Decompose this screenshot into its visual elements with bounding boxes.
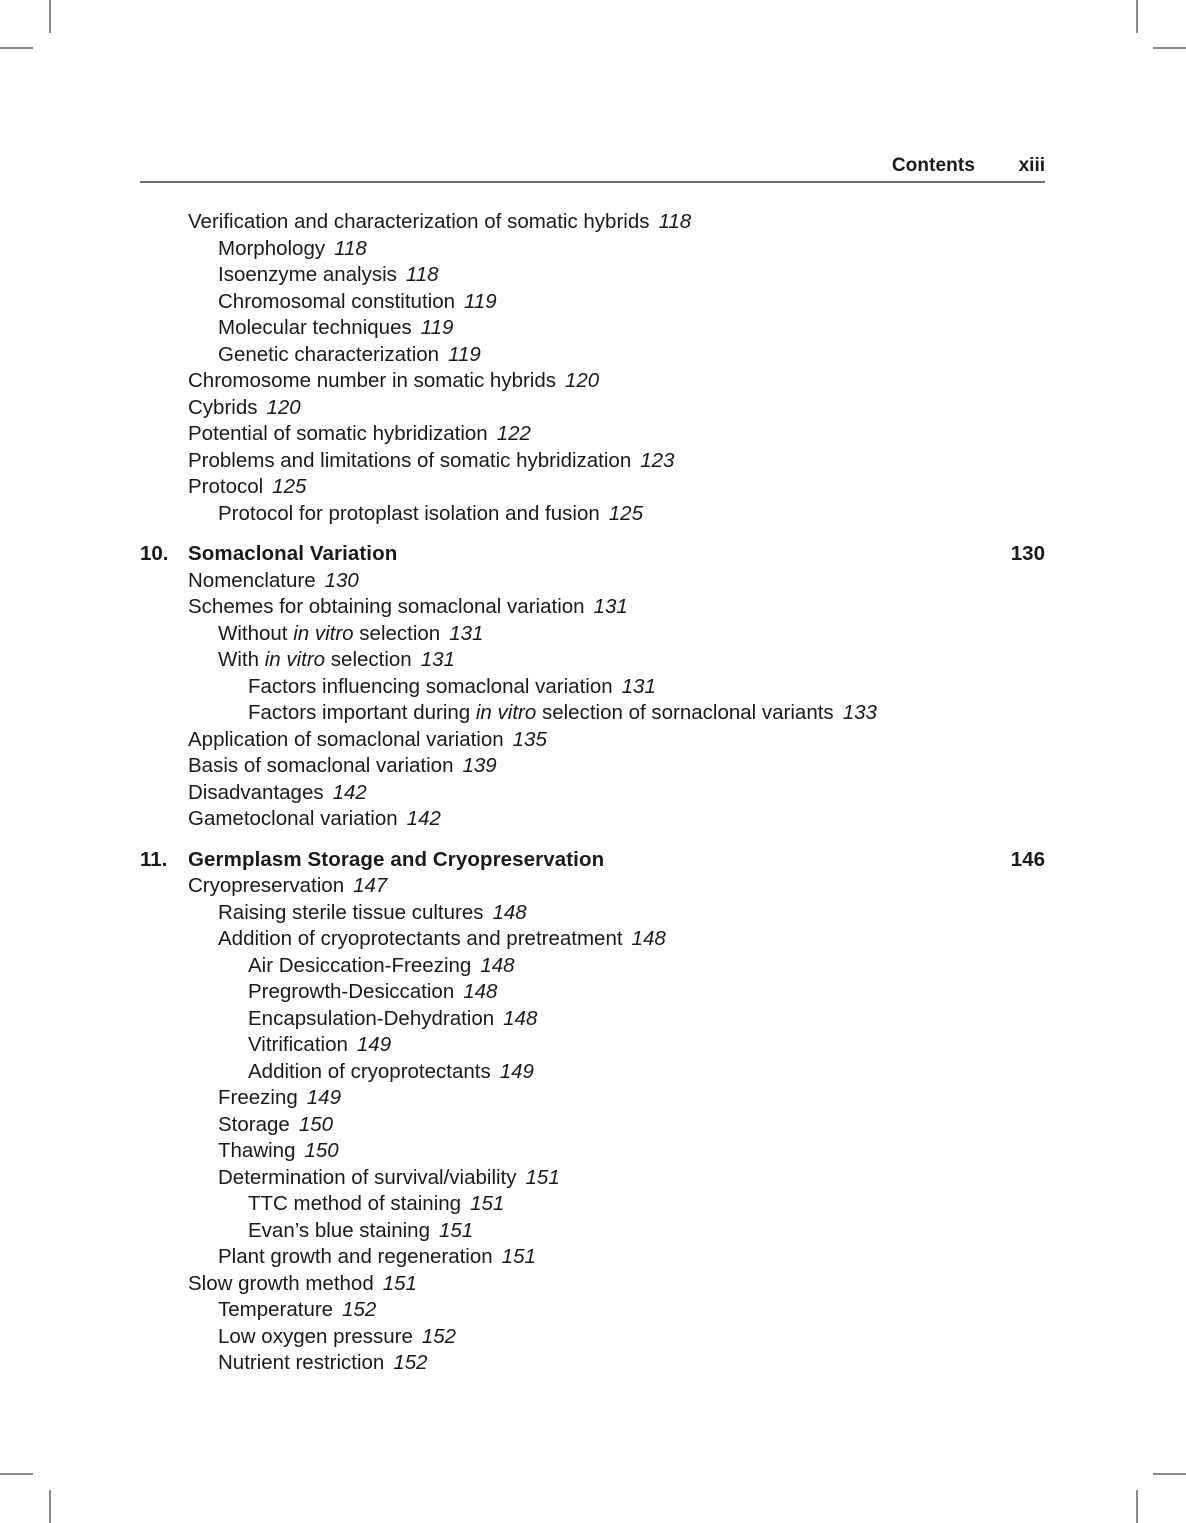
toc-entry-title-part: Factors important during: [248, 701, 476, 724]
chapter-page-number: 130: [1010, 542, 1045, 565]
toc-entry-title: Genetic characterization: [218, 342, 440, 366]
chapter-title: Germplasm Storage and Cryopreservation: [188, 847, 605, 871]
toc-entry-row[interactable]: [140, 780, 1045, 807]
table-of-contents: [140, 209, 1045, 1377]
toc-entry-row[interactable]: [140, 979, 1045, 1006]
toc-entry-page-number: 120: [565, 369, 600, 392]
toc-entry-title: Temperature: [218, 1298, 334, 1321]
toc-entry-title: Problems and limitations of somatic hybridization: [188, 448, 632, 472]
toc-entry-title: Cybrids: [188, 395, 258, 419]
toc-entry-title-part: selection: [353, 621, 441, 645]
toc-entry-title: Encapsulation-Dehydration: [248, 1006, 495, 1030]
toc-entry-row[interactable]: [140, 1271, 1045, 1298]
toc-entry-title: Evan’s blue staining: [248, 1218, 430, 1242]
toc-entry-page-number: 148: [480, 953, 515, 977]
toc-entry-row[interactable]: [140, 1085, 1045, 1112]
toc-entry-title: [218, 622, 440, 645]
toc-entry-row[interactable]: [140, 873, 1045, 900]
toc-entry-page-number: 147: [353, 874, 388, 897]
toc-entry-row[interactable]: [140, 647, 1045, 674]
toc-entry-title: Pregrowth-Desiccation: [248, 980, 455, 1003]
toc-entry-title: Air Desiccation-Freezing: [248, 953, 472, 977]
toc-entry-title: Storage: [218, 1112, 290, 1136]
toc-entry-page-number: 125: [272, 475, 307, 498]
toc-entry-page-number: 139: [462, 754, 497, 777]
toc-entry-row[interactable]: [140, 236, 1045, 263]
page-folio: xiii: [1018, 155, 1045, 176]
crop-mark-top-right-horizontal: [1153, 47, 1186, 49]
toc-entry-row[interactable]: [140, 1059, 1045, 1086]
toc-entry-page-number: 130: [324, 568, 359, 592]
toc-entry-page-number: 150: [304, 1139, 339, 1162]
toc-entry-row[interactable]: [140, 753, 1045, 780]
toc-entry-title: Raising sterile tissue cultures: [218, 900, 484, 924]
toc-entry-title: Isoenzyme analysis: [218, 263, 397, 286]
toc-entry-title: Application of somaclonal variation: [188, 727, 504, 751]
toc-entry-row[interactable]: [140, 342, 1045, 369]
running-head: [140, 155, 1045, 177]
toc-entry-title: Plant growth and regeneration: [218, 1245, 493, 1268]
toc-entry-row[interactable]: [140, 953, 1045, 980]
toc-entry-title: Schemes for obtaining somaclonal variation: [188, 595, 585, 618]
toc-entry-row[interactable]: [140, 501, 1045, 528]
toc-entry-title-italic-part: in vitro: [264, 648, 326, 671]
toc-entry-page-number: 151: [525, 1165, 560, 1189]
toc-entry-row[interactable]: [140, 594, 1045, 621]
toc-entry-title: Addition of cryoprotectants and pretreatment: [218, 927, 623, 950]
toc-entry-row[interactable]: [140, 474, 1045, 501]
toc-entry-title: Protocol for protoplast isolation and fusion: [218, 501, 600, 525]
toc-entry-row[interactable]: [140, 421, 1045, 448]
toc-entry-title: Freezing: [218, 1086, 298, 1109]
toc-chapter-row[interactable]: [140, 541, 1045, 568]
toc-entry-page-number: 119: [448, 342, 481, 366]
toc-entry-page-number: 131: [621, 674, 656, 698]
chapter-number: 11.: [140, 847, 168, 871]
toc-entry-page-number: 151: [470, 1192, 505, 1215]
toc-entry-page-number: 122: [496, 422, 531, 445]
toc-entry-title: Determination of survival/viability: [218, 1165, 517, 1189]
crop-mark-bottom-left-horizontal: [0, 1473, 33, 1475]
toc-entry-title-part: selection of sornaclonal variants: [536, 701, 834, 724]
toc-entry-page-number: 142: [406, 807, 441, 830]
toc-entry-page-number: 151: [382, 1271, 417, 1295]
toc-entry-page-number: 152: [393, 1351, 428, 1374]
toc-entry-row[interactable]: [140, 1138, 1045, 1165]
toc-entry-title: Chromosomal constitution: [218, 289, 455, 313]
toc-entry-page-number: 131: [420, 648, 455, 671]
toc-entry-title-part: Without: [218, 621, 294, 645]
toc-entry-row[interactable]: [140, 1165, 1045, 1192]
toc-entry-row[interactable]: [140, 1218, 1045, 1245]
toc-entry-page-number: 149: [499, 1059, 534, 1083]
toc-entry-title: Nomenclature: [188, 568, 316, 592]
toc-entry-title: Molecular techniques: [218, 316, 412, 339]
toc-entry-title: Cryopreservation: [188, 874, 345, 897]
toc-entry-row[interactable]: [140, 1191, 1045, 1218]
toc-chapter-row[interactable]: [140, 847, 1045, 874]
toc-entry-title: Potential of somatic hybridization: [188, 422, 488, 445]
toc-entry-row[interactable]: [140, 1006, 1045, 1033]
toc-entry-title: Disadvantages: [188, 780, 324, 804]
toc-entry-page-number: 133: [842, 701, 877, 724]
toc-entry-row[interactable]: [140, 700, 1045, 727]
toc-entry-row[interactable]: [140, 674, 1045, 701]
crop-mark-top-left-horizontal: [0, 47, 33, 49]
toc-entry-row[interactable]: [140, 262, 1045, 289]
toc-entry-title: [248, 701, 834, 724]
toc-entry-row[interactable]: [140, 926, 1045, 953]
toc-entry-title-part: With: [218, 648, 265, 671]
toc-entry-page-number: 131: [449, 621, 484, 645]
toc-entry-page-number: 125: [608, 501, 643, 525]
toc-entry-title-part: selection: [325, 648, 412, 671]
toc-entry-title: Nutrient restriction: [218, 1351, 385, 1374]
toc-entry-title-italic-part: in vitro: [293, 621, 354, 645]
toc-entry-page-number: 118: [658, 210, 692, 233]
toc-entry-page-number: 118: [405, 263, 439, 286]
toc-entry-row[interactable]: [140, 1324, 1045, 1351]
toc-entry-page-number: 120: [266, 395, 301, 419]
toc-entry-page-number: 152: [421, 1324, 457, 1348]
chapter-page-number: 146: [1010, 847, 1045, 871]
toc-entry-page-number: 150: [298, 1112, 334, 1136]
toc-entry-page-number: 148: [463, 980, 498, 1003]
toc-entry-row[interactable]: [140, 1350, 1045, 1377]
toc-entry-page-number: 148: [631, 927, 666, 950]
toc-entry-title: [218, 648, 412, 671]
toc-entry-page-number: 119: [420, 316, 454, 339]
toc-entry-page-number: 149: [306, 1086, 341, 1109]
toc-entry-page-number: 123: [640, 448, 675, 472]
toc-entry-row[interactable]: [140, 1112, 1045, 1139]
toc-entry-page-number: 148: [503, 1006, 538, 1030]
toc-entry-row[interactable]: [140, 621, 1045, 648]
toc-entry-title-italic-part: in vitro: [475, 701, 537, 724]
crop-mark-bottom-left-vertical: [49, 1490, 51, 1523]
toc-entry-title: Protocol: [188, 475, 264, 498]
toc-entry-title: TTC method of staining: [248, 1192, 462, 1215]
toc-entry-title: Basis of somaclonal variation: [188, 754, 454, 777]
toc-entry-row[interactable]: [140, 568, 1045, 595]
crop-mark-bottom-right-vertical: [1136, 1490, 1138, 1523]
running-head-title: Contents: [891, 155, 975, 176]
header-rule: [140, 181, 1045, 183]
toc-entry-row[interactable]: [140, 806, 1045, 833]
toc-entry-page-number: 148: [492, 900, 527, 924]
toc-entry-row[interactable]: [140, 209, 1045, 236]
toc-entry-row[interactable]: [140, 448, 1045, 475]
chapter-title: Somaclonal Variation: [188, 542, 398, 565]
toc-entry-page-number: 151: [501, 1245, 536, 1268]
toc-entry-title: Low oxygen pressure: [218, 1324, 413, 1348]
toc-entry-row[interactable]: [140, 315, 1045, 342]
toc-entry-row[interactable]: [140, 727, 1045, 754]
toc-entry-title: Addition of cryoprotectants: [248, 1059, 491, 1083]
toc-entry-title: Chromosome number in somatic hybrids: [188, 369, 556, 392]
crop-mark-top-left-vertical: [49, 0, 51, 33]
toc-entry-row[interactable]: [140, 1244, 1045, 1271]
toc-entry-page-number: 149: [356, 1033, 392, 1056]
toc-entry-page-number: 131: [593, 595, 628, 618]
toc-entry-row[interactable]: [140, 900, 1045, 927]
toc-entry-title: Slow growth method: [188, 1271, 374, 1295]
toc-entry-page-number: 151: [438, 1218, 474, 1242]
crop-mark-bottom-right-horizontal: [1153, 1473, 1186, 1475]
toc-entry-row[interactable]: [140, 395, 1045, 422]
toc-entry-page-number: 152: [342, 1298, 377, 1321]
toc-entry-title: Factors influencing somaclonal variation: [248, 674, 613, 698]
toc-entry-title: Morphology: [218, 236, 326, 260]
toc-entry-title: Verification and characterization of somatic hybrids: [188, 210, 650, 233]
chapter-number: 10.: [140, 542, 169, 565]
toc-entry-row[interactable]: [140, 289, 1045, 316]
toc-entry-page-number: 142: [332, 780, 367, 804]
toc-entry-title: Thawing: [218, 1139, 296, 1162]
toc-entry-title: Vitrification: [248, 1033, 348, 1056]
toc-entry-row[interactable]: [140, 368, 1045, 395]
toc-entry-row[interactable]: [140, 1297, 1045, 1324]
toc-entry-page-number: 119: [464, 289, 497, 313]
crop-mark-top-right-vertical: [1136, 0, 1138, 33]
toc-entry-page-number: 118: [334, 236, 367, 260]
toc-entry-row[interactable]: [140, 1032, 1045, 1059]
toc-entry-page-number: 135: [512, 727, 547, 751]
toc-entry-title: Gametoclonal variation: [188, 807, 398, 830]
